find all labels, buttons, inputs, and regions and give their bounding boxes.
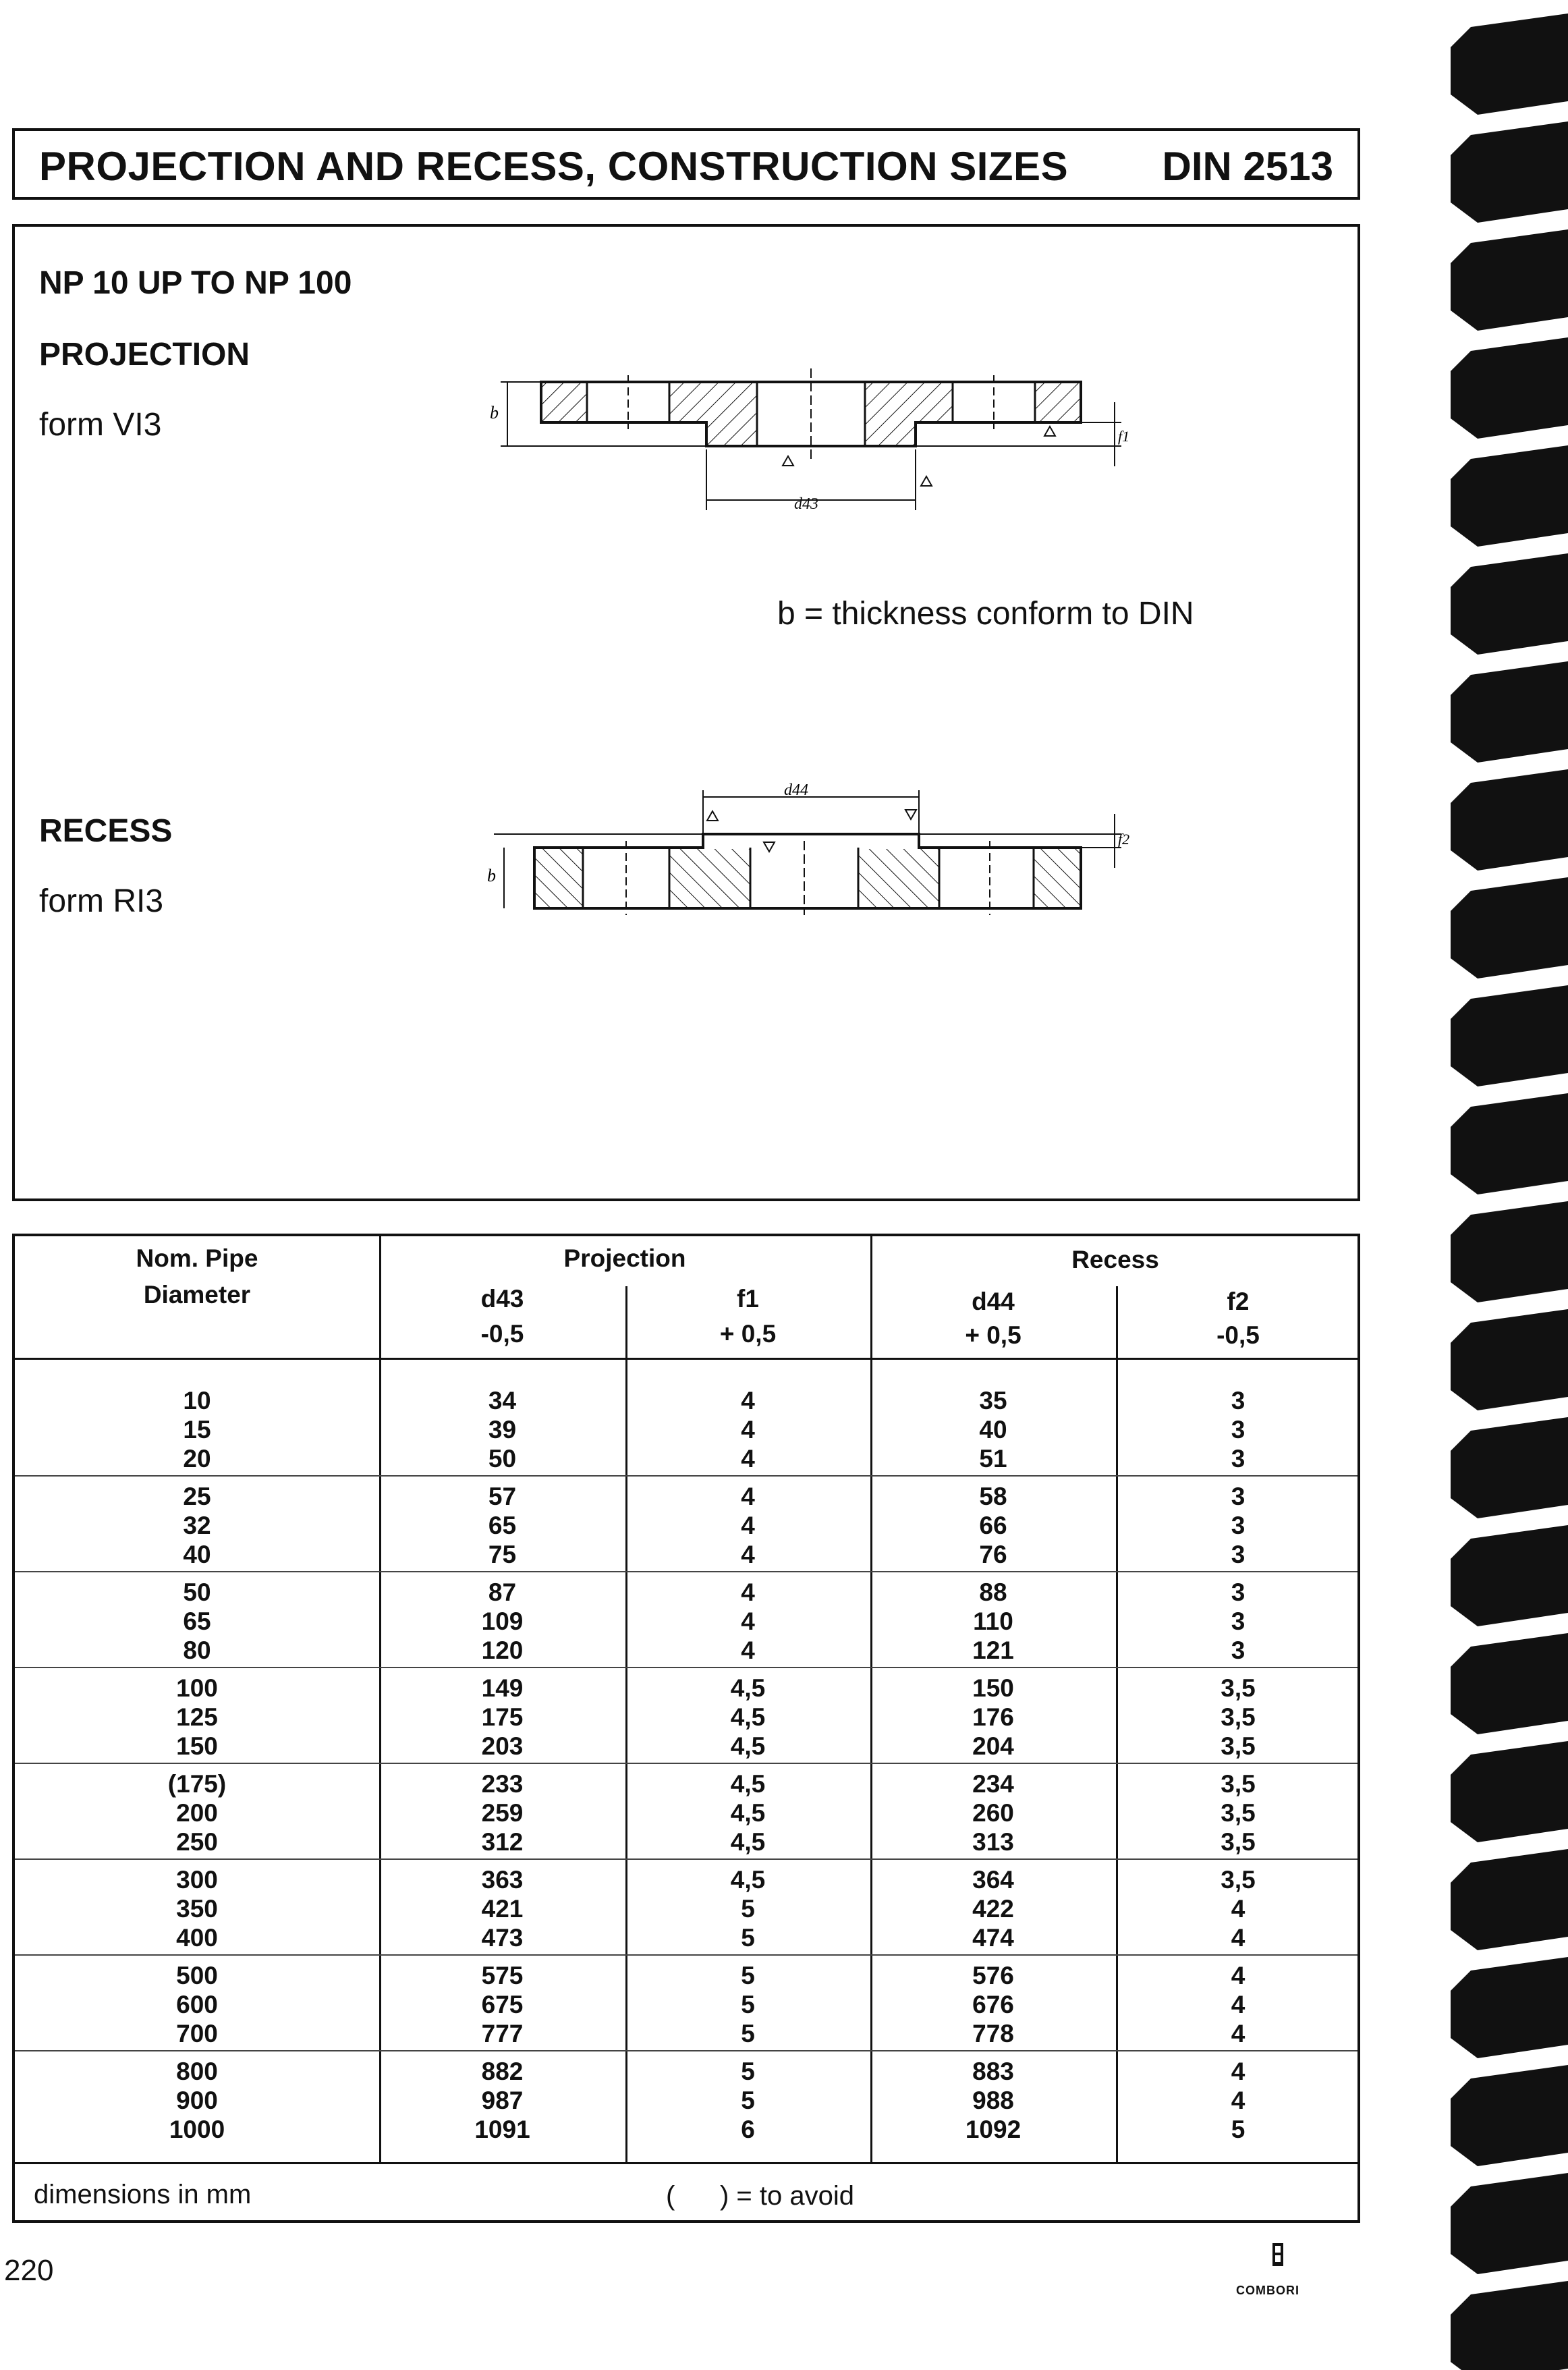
- binding-ring: [1451, 1201, 1568, 1302]
- col-d44: d44: [972, 1288, 1015, 1315]
- cell-d43-group-3: 87 109 120: [481, 1578, 524, 1664]
- cell-dn-group-4: 100 125 150: [176, 1674, 218, 1760]
- title-box: [12, 128, 1360, 200]
- cell-d44-group-3: 88 110 121: [972, 1578, 1014, 1664]
- cell-d43-group-4: 149 175 203: [481, 1674, 524, 1760]
- footer-avoid-note: ( ) = to avoid: [666, 2181, 855, 2211]
- binding-ring: [1451, 1417, 1568, 1518]
- cell-d44-group-2: 58 66 76: [979, 1483, 1007, 1568]
- cell-d44-group-6: 364 422 474: [972, 1866, 1014, 1952]
- binding-ring: [1451, 1957, 1568, 2058]
- footer-units: dimensions in mm: [34, 2180, 252, 2209]
- page-title: PROJECTION AND RECESS, CONSTRUCTION SIZES: [39, 144, 1069, 189]
- combori-logo-text: COMBORI: [1236, 2284, 1299, 2297]
- cell-f2-group-7: 4 4 4: [1231, 1962, 1245, 2047]
- binding-ring: [1451, 1741, 1568, 1842]
- cell-d43-group-5: 233 259 312: [481, 1770, 524, 1856]
- standard-label: DIN 2513: [1162, 144, 1333, 189]
- cell-dn-group-8: 800 900 1000: [169, 2058, 225, 2143]
- projection-drawing: [474, 335, 1135, 537]
- cell-d43-group-7: 575 675 777: [481, 1962, 524, 2047]
- col-f2: f2: [1227, 1288, 1250, 1315]
- dim-b-label: b: [490, 403, 499, 422]
- cell-d44-group-4: 150 176 204: [972, 1674, 1014, 1760]
- combori-logo-mark: [1235, 2240, 1329, 2315]
- binding-ring: [1451, 445, 1568, 547]
- dim-d44-label: d44: [784, 781, 808, 799]
- cell-dn-group-2: 25 32 40: [183, 1483, 211, 1568]
- cell-dn-group-5: (175) 200 250: [167, 1770, 227, 1856]
- cell-d43-group-1: 34 39 50: [488, 1387, 517, 1472]
- cell-f1-group-3: 4 4 4: [741, 1578, 755, 1664]
- range-label: NP 10 UP TO NP 100: [39, 265, 352, 301]
- cell-d43-group-6: 363 421 473: [481, 1866, 524, 1952]
- binding-ring: [1451, 1525, 1568, 1626]
- cell-f2-group-2: 3 3 3: [1231, 1483, 1245, 1568]
- col-nom-pipe-line1: Nom. Pipe: [136, 1244, 258, 1272]
- binding-ring: [1451, 1849, 1568, 1950]
- cell-f1-group-5: 4,5 4,5 4,5: [730, 1770, 766, 1856]
- cell-f1-group-2: 4 4 4: [741, 1483, 755, 1568]
- col-d43-tol: -0,5: [480, 1320, 524, 1348]
- cell-f2-group-8: 4 4 5: [1231, 2058, 1245, 2143]
- thickness-note: b = thickness conform to DIN: [777, 596, 1194, 632]
- dimensions-table: [12, 1234, 1360, 2223]
- recess-form: form RI3: [39, 883, 164, 919]
- figure-panel: [12, 224, 1360, 1201]
- binding-ring: [1451, 337, 1568, 439]
- projection-heading: PROJECTION: [39, 337, 250, 373]
- binding-ring: [1451, 2173, 1568, 2274]
- binding-ring: [1451, 121, 1568, 223]
- cell-f2-group-5: 3,5 3,5 3,5: [1221, 1770, 1256, 1856]
- cell-f1-group-4: 4,5 4,5 4,5: [730, 1674, 766, 1760]
- col-nom-pipe-line2: Diameter: [143, 1281, 251, 1308]
- cell-d43-group-2: 57 65 75: [488, 1483, 517, 1568]
- group-projection: Projection: [563, 1244, 686, 1272]
- cell-dn-group-6: 300 350 400: [176, 1866, 218, 1952]
- cell-d44-group-5: 234 260 313: [972, 1770, 1014, 1856]
- cell-dn-group-7: 500 600 700: [176, 1962, 218, 2047]
- binding-ring: [1451, 661, 1568, 763]
- group-recess: Recess: [1071, 1246, 1159, 1273]
- binding-ring: [1451, 2281, 1568, 2370]
- cell-f1-group-6: 4,5 5 5: [730, 1866, 766, 1952]
- cell-dn-group-3: 50 65 80: [183, 1578, 211, 1664]
- cell-f1-group-1: 4 4 4: [741, 1387, 755, 1472]
- binding-ring: [1451, 769, 1568, 871]
- dim-b-recess-label: b: [487, 866, 496, 885]
- binding-ring: [1451, 2065, 1568, 2166]
- binding-ring: [1451, 877, 1568, 979]
- cell-d44-group-1: 35 40 51: [979, 1387, 1007, 1472]
- binding-ring: [1451, 13, 1568, 115]
- cell-f1-group-8: 5 5 6: [741, 2058, 755, 2143]
- spiral-binding: [1451, 0, 1568, 2370]
- col-f2-tol: -0,5: [1216, 1321, 1260, 1349]
- dim-f2-label: f2: [1118, 831, 1130, 848]
- cell-d43-group-8: 882 987 1091: [474, 2058, 530, 2143]
- recess-heading: RECESS: [39, 813, 173, 849]
- cell-d44-group-7: 576 676 778: [972, 1962, 1014, 2047]
- col-f1: f1: [737, 1285, 759, 1313]
- dim-d43-label: d43: [794, 495, 818, 513]
- dim-f1-label: f1: [1118, 428, 1130, 445]
- cell-d44-group-8: 883 988 1092: [965, 2058, 1021, 2143]
- col-d44-tol: + 0,5: [965, 1321, 1021, 1349]
- cell-f2-group-3: 3 3 3: [1231, 1578, 1245, 1664]
- projection-form: form VI3: [39, 407, 162, 443]
- binding-ring: [1451, 553, 1568, 655]
- cell-f2-group-4: 3,5 3,5 3,5: [1221, 1674, 1256, 1760]
- recess-drawing: [474, 780, 1135, 942]
- cell-f1-group-7: 5 5 5: [741, 1962, 755, 2047]
- cell-f2-group-1: 3 3 3: [1231, 1387, 1245, 1472]
- binding-ring: [1451, 229, 1568, 331]
- cell-f2-group-6: 3,5 4 4: [1221, 1866, 1256, 1952]
- binding-ring: [1451, 985, 1568, 1086]
- col-d43: d43: [480, 1285, 524, 1313]
- cell-dn-group-1: 10 15 20: [183, 1387, 211, 1472]
- binding-ring: [1451, 1309, 1568, 1410]
- binding-ring: [1451, 1633, 1568, 1734]
- binding-ring: [1451, 1093, 1568, 1194]
- page-number: 220: [4, 2254, 54, 2287]
- col-f1-tol: + 0,5: [719, 1320, 777, 1348]
